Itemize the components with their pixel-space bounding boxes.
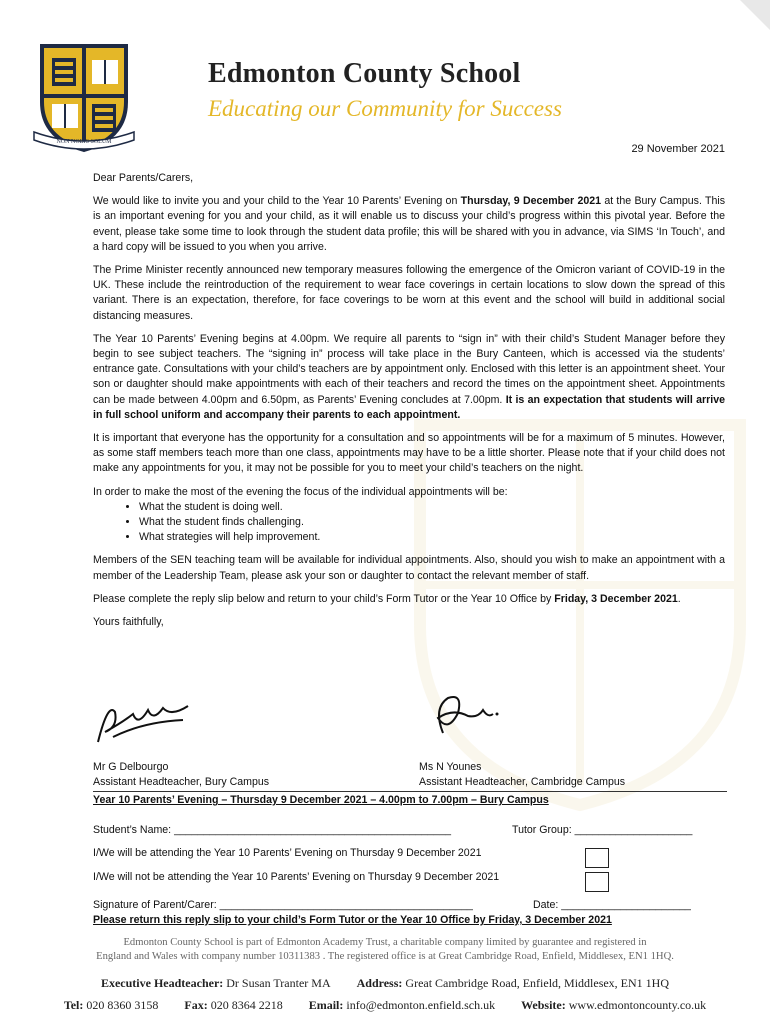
focus-list [93, 500, 725, 546]
attending-checkbox[interactable] [585, 848, 609, 868]
email-link[interactable]: info@edmonton.enfield.sch.uk [346, 998, 496, 1012]
signature-field[interactable]: Signature of Parent/Carer: ___________________________________________ [93, 899, 473, 911]
paragraph-appointments: It is important that everyone has the opportunity for a consultation and so appointments will be for a maximum of 5 minutes. However, as some staff members teach more than one class, appointments may have to be a little shorter. Please note that if your child does not make any appointments for you, it may not be possible for you to meet your child’s teachers on the night. [93, 432, 725, 475]
paragraph-text: The Year 10 Parents’ Evening begins at 4.00pm. We require all parents to “sign in” with their child’s Student Manager before they begin to see subject teachers. The “signing in” process will take place in the Bury Canteen, which is accessed via the students’ entrance gate. Consultations with your child’s teachers are by appointment only. Enclosed with this letter is an appointment sheet. Your son or daughter should make appointments with each of their teachers and record the times on the appointment sheet. Appointments can be made between 4.00pm and 6.50pm, as Parents’ Evening concludes at 7.00pm. [93, 332, 725, 406]
date-field[interactable]: Date: ______________________ [533, 899, 691, 911]
legal-line: England and Wales with company number 10311383 . The registered office is at Great Cambridge Road, Enfield, Middlesex, EN1 1HQ. [96, 951, 674, 962]
school-name: Edmonton County School [208, 58, 521, 89]
signer-1 [93, 760, 269, 790]
website-label: Website: [521, 998, 566, 1012]
paragraph-text: We would like to invite you and your child to the Year 10 Parents’ Evening on [93, 195, 461, 208]
tel-label: Tel: [63, 998, 84, 1012]
list-item: • What the student is doing well. [139, 500, 725, 515]
paragraph-focus: In order to make the most of the evening the focus of the individual appointments will be: [93, 485, 508, 498]
signature-younes [423, 688, 503, 748]
fax-label: Fax: [184, 998, 208, 1012]
attending-label: I/We will be attending the Year 10 Parents’ Evening on Thursday 9 December 2021 [93, 847, 482, 859]
reply-slip-title: Year 10 Parents’ Evening – Thursday 9 December 2021 – 4.00pm to 7.00pm – Bury Campus [93, 794, 549, 806]
letter-date: 29 November 2021 [631, 143, 725, 155]
tel-value: 020 8360 3158 [86, 998, 159, 1012]
signer-name: Mr G Delbourgo [93, 761, 169, 773]
email-label: Email: [308, 998, 344, 1012]
return-instruction: Please return this reply slip to your child’s Form Tutor or the Year 10 Office by Friday, 3 December 2021 [93, 914, 612, 926]
student-name-field[interactable]: Student’s Name: _______________________________________________ [93, 824, 451, 836]
paragraph-covid: The Prime Minister recently announced new temporary measures following the emergence of the Omicron variant of COVID-19 in the UK. These include the reintroduction of the requirement to wear face coverings in certain locations to slow down the spread of this variant. There is an expectation, therefore, for face coverings to be worn at this event and the school will build in additional social distancing measures. [93, 264, 725, 322]
address-label: Address: [356, 976, 403, 990]
closing: Yours faithfully, [93, 616, 164, 629]
signer-role: Assistant Headteacher, Cambridge Campus [419, 776, 626, 788]
paragraph-arrangements [93, 332, 725, 423]
paragraph-text: Please complete the reply slip below and return to your child’s Form Tutor or the Year 10 Office by [93, 592, 555, 605]
contact-line-2 [0, 998, 770, 1013]
reply-deadline-bold: Friday, 3 December 2021 [554, 592, 678, 605]
paragraph-reply [93, 592, 725, 607]
paragraph-text: . [677, 592, 681, 605]
tutor-group-field[interactable]: Tutor Group: ____________________ [512, 824, 693, 836]
page-corner-fold [740, 0, 770, 30]
contact-line-1 [0, 976, 770, 991]
head-label: Executive Headteacher: [100, 976, 224, 990]
fax-value: 020 8364 2218 [210, 998, 283, 1012]
not-attending-checkbox[interactable] [585, 872, 609, 892]
paragraph-text: at the Bury Campus. This is an important evening for you and your child, as it will enable us to discuss your child’s progress within this pivotal year. Before the event, please take some time to look through the student data profile; this will be shared with you in advance, via SIMS ‘In Touch’, and a hard copy will be issued to you when you arrive. [93, 195, 726, 253]
uniform-expectation-bold: It is an expectation that students will arrive in full school uniform and accompany their parents to each appointment. [93, 393, 725, 421]
list-item: • What the student finds challenging. [139, 515, 725, 530]
address-value: Great Cambridge Road, Enfield, Middlesex, EN1 1HQ [405, 976, 670, 990]
not-attending-label: I/We will not be attending the Year 10 Parents’ Evening on Thursday 9 December 2021 [93, 871, 500, 883]
signer-role: Assistant Headteacher, Bury Campus [93, 776, 270, 788]
legal-notice [0, 936, 770, 964]
salutation: Dear Parents/Carers, [93, 172, 194, 184]
divider [93, 791, 727, 792]
website-link[interactable]: www.edmontoncounty.co.uk [568, 998, 707, 1012]
signature-delbourgo [93, 692, 193, 752]
event-date-bold: Thursday, 9 December 2021 [460, 195, 602, 208]
school-motto: Educating our Community for Success [208, 96, 562, 121]
list-item: • What strategies will help improvement. [139, 530, 725, 545]
crest-ribbon-text: NON NOBIS SOLUM [56, 139, 112, 145]
legal-line: Edmonton County School is part of Edmonton Academy Trust, a charitable company limited by guarantee and registered in [123, 937, 647, 948]
signer-2 [419, 760, 625, 790]
head-value: Dr Susan Tranter MA [226, 976, 331, 990]
paragraph-invitation [93, 194, 725, 255]
paragraph-sen: Members of the SEN teaching team will be available for individual appointments. Also, should you wish to make an appointment with a member of the Leadership Team, please ask your son or daughter to contact the relevant member of staff. [93, 554, 725, 582]
letter-body [93, 171, 725, 638]
school-crest-logo [32, 40, 136, 154]
signer-name: Ms N Younes [419, 761, 482, 773]
